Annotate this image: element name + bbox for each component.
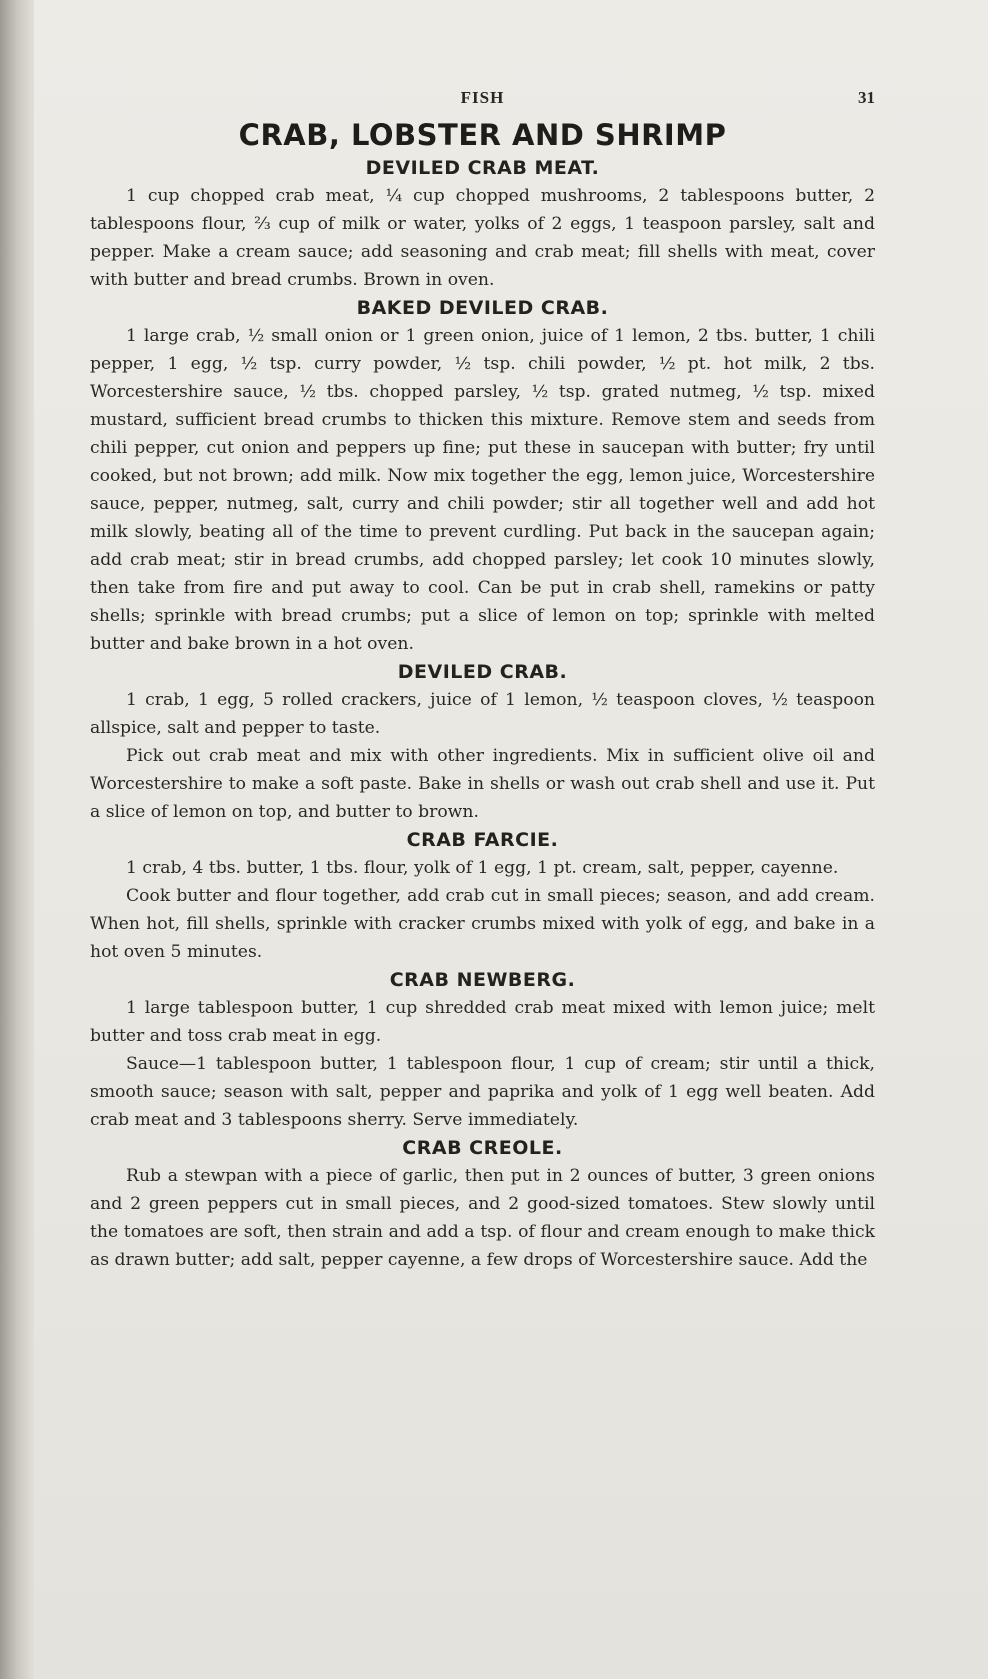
page-content bbox=[90, 84, 875, 1274]
recipe-paragraph: 1 large crab, ½ small onion or 1 green onion, juice of 1 lemon, 2 tbs. butter, 1 chili pepper, 1 egg, ½ tsp. curry powder, ½ tsp. chili powder, ½ pt. hot milk, 2 tbs. Worcestershire sauce, ½ tbs. chopped parsley, ½ tsp. grated nutmeg, ½ tsp. mixed mustard, sufficient bread crumbs to thicken this mixture. Remove stem and seeds from chili pepper, cut onion and peppers up fine; put these in saucepan with butter; fry until cooked, but not brown; add milk. Now mix together the egg, lemon juice, Worcestershire sauce, pepper, nutmeg, salt, curry and chili powder; stir all together well and add hot milk slowly, beating all of the time to prevent curdling. Put back in the saucepan again; add crab meat; stir in bread crumbs, add chopped parsley; let cook 10 minutes slowly, then take from fire and put away to cool. Can be put in crab shell, ramekins or patty shells; sprinkle with bread crumbs; put a slice of lemon on top; sprinkle with melted butter and bake brown in a hot oven. bbox=[90, 326, 875, 654]
recipe-crab-farcie bbox=[90, 826, 875, 966]
recipe-deviled-crab bbox=[90, 658, 875, 826]
recipe-paragraph: 1 crab, 4 tbs. butter, 1 tbs. flour, yolk of 1 egg, 1 pt. cream, salt, pepper, cayenne. bbox=[126, 858, 839, 878]
recipe-paragraph: 1 crab, 1 egg, 5 rolled crackers, juice of 1 lemon, ½ teaspoon cloves, ½ teaspoon allspice, salt and pepper to taste. bbox=[90, 690, 875, 738]
running-head-section: FISH bbox=[460, 88, 505, 107]
recipe-title: CRAB NEWBERG. bbox=[389, 969, 576, 991]
book-page bbox=[34, 0, 988, 1679]
recipe-title: DEVILED CRAB. bbox=[397, 661, 568, 683]
recipe-deviled-crab-meat bbox=[90, 154, 875, 294]
recipe-crab-newberg bbox=[90, 966, 875, 1134]
chapter-title: CRAB, LOBSTER AND SHRIMP bbox=[238, 118, 727, 152]
recipe-title: CRAB CREOLE. bbox=[402, 1137, 563, 1159]
page-number: 31 bbox=[858, 88, 875, 107]
recipe-title: DEVILED CRAB MEAT. bbox=[365, 157, 600, 179]
recipe-paragraph: Sauce—1 tablespoon butter, 1 tablespoon flour, 1 cup of cream; stir until a thick, smooth sauce; season with salt, pepper and paprika and yolk of 1 egg well beaten. Add crab meat and 3 tablespoons sherry. Serve immediately. bbox=[90, 1054, 875, 1130]
recipe-paragraph: 1 cup chopped crab meat, ¼ cup chopped mushrooms, 2 tablespoons butter, 2 tablespoons flour, ⅔ cup of milk or water, yolks of 2 eggs, 1 teaspoon parsley, salt and pepper. Make a cream sauce; add seasoning and crab meat; fill shells with meat, cover with butter and bread crumbs. Brown in oven. bbox=[90, 186, 875, 290]
book-binding-shadow bbox=[0, 0, 34, 1679]
recipe-crab-creole bbox=[90, 1134, 875, 1274]
recipe-title: BAKED DEVILED CRAB. bbox=[356, 297, 609, 319]
recipe-baked-deviled-crab bbox=[90, 294, 875, 658]
recipe-title: CRAB FARCIE. bbox=[406, 829, 559, 851]
recipe-paragraph: Rub a stewpan with a piece of garlic, then put in 2 ounces of butter, 3 green onions and 2 green peppers cut in small pieces, and 2 good-sized tomatoes. Stew slowly until the tomatoes are soft, then strain and add a tsp. of flour and cream enough to make thick as drawn butter; add salt, pepper cayenne, a few drops of Worcestershire sauce. Add the bbox=[90, 1166, 875, 1270]
recipe-paragraph: 1 large tablespoon butter, 1 cup shredded crab meat mixed with lemon juice; melt butter and toss crab meat in egg. bbox=[90, 998, 875, 1046]
recipe-paragraph: Pick out crab meat and mix with other ingredients. Mix in sufficient olive oil and Worcestershire to make a soft paste. Bake in shells or wash out crab shell and use it. Put a slice of lemon on top, and butter to brown. bbox=[90, 746, 875, 822]
recipe-paragraph: Cook butter and flour together, add crab cut in small pieces; season, and add cream. When hot, fill shells, sprinkle with cracker crumbs mixed with yolk of egg, and bake in a hot oven 5 minutes. bbox=[90, 886, 875, 962]
running-head bbox=[90, 84, 875, 114]
